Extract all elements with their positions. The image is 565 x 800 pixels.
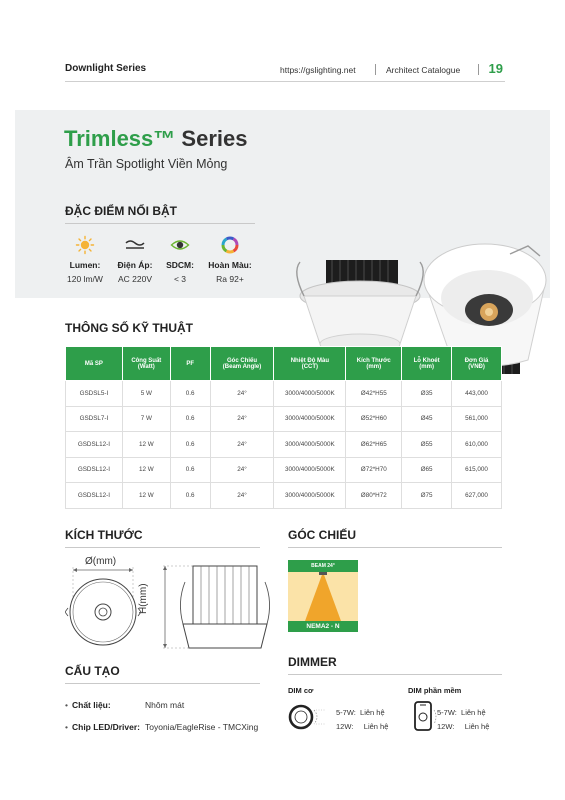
- table-cell: Ø75: [402, 483, 452, 509]
- spec-cri: [202, 234, 258, 284]
- table-cell: GSDSL5-I: [66, 381, 123, 407]
- table-cell: 3000/4000/5000K: [274, 432, 346, 458]
- table-cell: Ø35: [402, 381, 452, 407]
- table-column-header: Mã SP: [66, 347, 123, 381]
- table-cell: 0.6: [170, 406, 210, 432]
- table-body: [66, 381, 502, 509]
- table-row: [66, 457, 502, 483]
- table-column-header: Góc Chiếu (Beam Angle): [210, 347, 274, 381]
- table-cell: 5 W: [122, 381, 170, 407]
- table-cell: Ø72*H70: [346, 457, 402, 483]
- table-column-header: Công Suất (Watt): [122, 347, 170, 381]
- structure-heading: CẤU TẠO: [65, 664, 120, 678]
- rotary-dimmer-icon: [288, 702, 334, 734]
- page-header: [65, 60, 505, 82]
- spec-label: Điện Áp:: [117, 260, 153, 270]
- header-url[interactable]: https://gslighting.net: [280, 65, 356, 75]
- table-row: [66, 432, 502, 458]
- smartphone-icon: [410, 700, 440, 734]
- dimensions-drawing: [65, 552, 275, 660]
- specs-table: [65, 346, 502, 509]
- structure-key: Chip LED/Driver:: [71, 722, 140, 732]
- header-series: Downlight Series: [65, 63, 147, 74]
- spec-value: Ra 92+: [216, 274, 244, 284]
- structure-value: Toyonia/EagleRise - TMCXing: [145, 722, 259, 732]
- table-cell: Ø42*H55: [346, 381, 402, 407]
- hero-banner: [15, 110, 550, 298]
- table-cell: Ø45: [402, 406, 452, 432]
- table-cell: 627,000: [452, 483, 502, 509]
- spec-label: SDCM:: [166, 260, 194, 270]
- table-cell: 561,000: [452, 406, 502, 432]
- bullet: •: [65, 722, 68, 732]
- beam-diagram: [288, 560, 358, 632]
- sun-icon: [57, 234, 113, 256]
- table-column-header: Nhiệt Độ Màu (CCT): [274, 347, 346, 381]
- table-cell: Ø62*H65: [346, 432, 402, 458]
- table-row: [66, 483, 502, 509]
- table-cell: 12 W: [122, 432, 170, 458]
- dimmer-line: [336, 722, 388, 731]
- dimmer-line: [437, 722, 489, 731]
- features-underline: [65, 223, 255, 224]
- dimmer-contact: Liên hệ: [363, 722, 389, 731]
- table-row: [66, 381, 502, 407]
- table-cell: 3000/4000/5000K: [274, 483, 346, 509]
- table-row: [66, 406, 502, 432]
- table-cell: 3000/4000/5000K: [274, 406, 346, 432]
- table-cell: 12 W: [122, 457, 170, 483]
- dimmer-soft-title: DIM phần mềm: [408, 686, 462, 695]
- beam-underline: [288, 547, 502, 548]
- dimmer-mech-title: DIM cơ: [288, 686, 314, 695]
- spec-value: 120 lm/W: [67, 274, 103, 284]
- table-cell: 443,000: [452, 381, 502, 407]
- table-cell: 0.6: [170, 483, 210, 509]
- dimmer-line: [437, 708, 486, 717]
- dimmer-heading: DIMMER: [288, 655, 337, 669]
- eye-icon: [152, 234, 208, 256]
- page-title: [64, 126, 247, 152]
- structure-value: Nhôm mát: [145, 700, 185, 710]
- dimensions-heading: KÍCH THƯỚC: [65, 528, 143, 542]
- spec-label: Lumen:: [69, 260, 101, 270]
- structure-key: Chất liệu:: [71, 700, 111, 710]
- table-cell: 24°: [210, 406, 274, 432]
- table-cell: 24°: [210, 381, 274, 407]
- table-cell: GSDSL7-I: [66, 406, 123, 432]
- title-series: Series: [181, 126, 248, 151]
- structure-underline: [65, 683, 260, 684]
- specs-heading: THÔNG SỐ KỸ THUẬT: [65, 321, 193, 335]
- dimmer-contact: Liên hệ: [464, 722, 490, 731]
- dimmer-watt: 12W:: [336, 722, 354, 731]
- table-cell: 0.6: [170, 457, 210, 483]
- dimmer-watt: 12W:: [437, 722, 455, 731]
- bullet: •: [65, 700, 68, 710]
- header-divider: [375, 64, 376, 75]
- spec-lumen: [57, 234, 113, 284]
- structure-item-material: [65, 700, 275, 710]
- beam-nema-label: NEMA2 - N: [288, 621, 358, 632]
- dimmer-watt: 5-7W:: [336, 708, 356, 717]
- header-divider: [478, 64, 479, 75]
- dimmer-underline: [288, 674, 502, 675]
- spec-label: Hoàn Màu:: [208, 260, 252, 270]
- dimmer-watt: 5-7W:: [437, 708, 457, 717]
- table-cell: GSDSL12-I: [66, 457, 123, 483]
- table-cell: Ø55: [402, 432, 452, 458]
- spec-value: AC 220V: [117, 274, 153, 284]
- dimmer-line: [336, 708, 385, 717]
- table-cell: 24°: [210, 457, 274, 483]
- beam-heading: GÓC CHIẾU: [288, 528, 357, 542]
- table-cell: Ø80*H72: [346, 483, 402, 509]
- table-cell: 24°: [210, 432, 274, 458]
- page-subtitle: Âm Trần Spotlight Viền Mỏng: [65, 157, 228, 171]
- height-label: H(mm): [138, 583, 149, 614]
- table-cell: 615,000: [452, 457, 502, 483]
- table-cell: 610,000: [452, 432, 502, 458]
- color-wheel-icon: [202, 234, 258, 256]
- dimmer-contact: Liên hệ: [360, 708, 385, 717]
- spec-sdcm: [152, 234, 208, 284]
- table-column-header: Lỗ Khoét (mm): [402, 347, 452, 381]
- table-column-header: Kích Thước (mm): [346, 347, 402, 381]
- beam-cone-icon: [288, 572, 358, 621]
- table-cell: 0.6: [170, 432, 210, 458]
- table-cell: 7 W: [122, 406, 170, 432]
- spec-value: < 3: [173, 274, 187, 284]
- table-cell: 0.6: [170, 381, 210, 407]
- features-heading: ĐẶC ĐIỂM NỔI BẬT: [65, 204, 177, 218]
- table-column-header: Đơn Giá (VNĐ): [452, 347, 502, 381]
- structure-item-chip: [65, 722, 275, 732]
- table-cell: Ø65: [402, 457, 452, 483]
- header-catalogue: Architect Catalogue: [386, 65, 461, 75]
- table-cell: 24°: [210, 483, 274, 509]
- table-cell: GSDSL12-I: [66, 483, 123, 509]
- beam-angle-label: BEAM 24°: [288, 560, 358, 572]
- table-cell: 3000/4000/5000K: [274, 381, 346, 407]
- table-cell: 12 W: [122, 483, 170, 509]
- page-number: 19: [488, 61, 503, 76]
- table-header-row: [66, 347, 502, 381]
- title-brand: Trimless™: [64, 126, 176, 151]
- diameter-label: Ø(mm): [85, 556, 117, 567]
- table-cell: Ø52*H60: [346, 406, 402, 432]
- table-cell: 3000/4000/5000K: [274, 457, 346, 483]
- table-cell: GSDSL12-I: [66, 432, 123, 458]
- dimmer-contact: Liên hệ: [461, 708, 486, 717]
- dimensions-underline: [65, 547, 260, 548]
- table-column-header: PF: [170, 347, 210, 381]
